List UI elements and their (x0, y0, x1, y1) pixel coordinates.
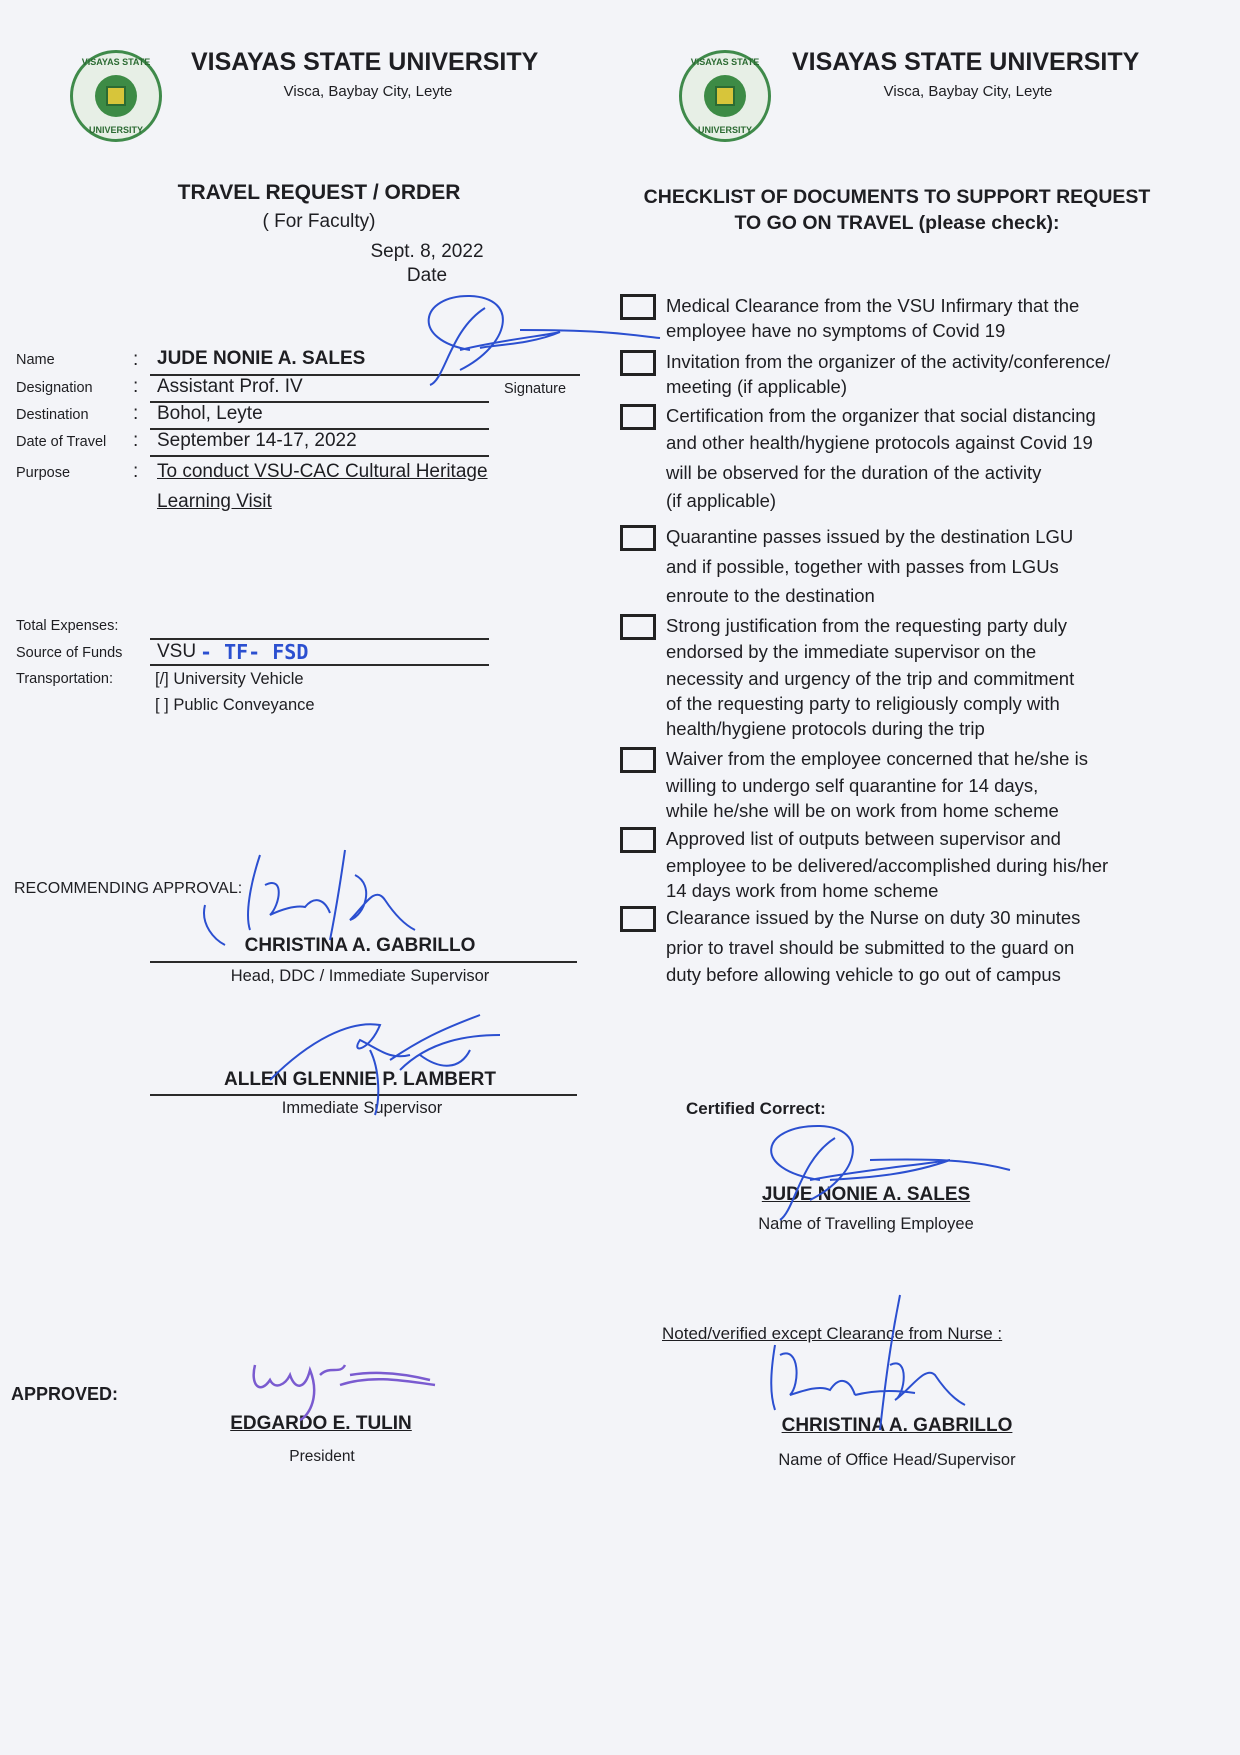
colon: : (133, 349, 139, 370)
employee-signature-top (410, 290, 670, 400)
date-label: Date (406, 265, 448, 286)
checklist-checkbox[interactable] (620, 404, 656, 430)
university-address-right: Visca, Baybay City, Leyte (883, 83, 1053, 100)
employee-name: JUDE NONIE A. SALES (761, 1184, 971, 1205)
checklist-item-text: meeting (if applicable) (666, 376, 847, 397)
employee-signature-certified (750, 1120, 1020, 1230)
checklist-item-text: duty before allowing vehicle to go out of campus (666, 964, 1061, 985)
university-name-right: VISAYAS STATE UNIVERSITY (792, 48, 1140, 76)
source-of-funds-underline (150, 664, 489, 666)
employee-caption: Name of Travelling Employee (758, 1215, 974, 1233)
colon: : (133, 430, 139, 451)
noted-verified-label: Noted/verified except Clearance from Nurse : (662, 1324, 1003, 1343)
office-head-name: CHRISTINA A. GABRILLO (781, 1415, 1013, 1436)
seal-emblem (106, 86, 126, 106)
checklist-item-text: employee to be delivered/accomplished during his/her (666, 855, 1109, 876)
transportation-label: Transportation: (16, 671, 113, 687)
purpose-label: Purpose (16, 465, 71, 481)
source-of-funds-value: VSU (157, 641, 197, 662)
office-head-caption: Name of Office Head/Supervisor (778, 1451, 1016, 1469)
destination-value: Bohol, Leyte (157, 403, 263, 424)
checklist-item-text: and other health/hygiene protocols against Covid 19 (666, 432, 1093, 453)
checklist-item-text: necessity and urgency of the trip and commitment (666, 668, 1075, 689)
checklist-item-text: Clearance issued by the Nurse on duty 30 minutes (666, 907, 1081, 928)
checklist-checkbox[interactable] (620, 906, 656, 932)
certified-correct-label: Certified Correct: (686, 1099, 826, 1118)
approver-signature (250, 1345, 440, 1425)
form-subtitle: ( For Faculty) (262, 211, 376, 232)
recommender1-title: Head, DDC / Immediate Supervisor (230, 967, 490, 985)
recommender2-signature (270, 1010, 500, 1120)
university-name-left: VISAYAS STATE UNIVERSITY (191, 48, 539, 76)
checklist-item-text: Strong justification from the requesting party duly (666, 615, 1068, 636)
checklist-heading-line1: CHECKLIST OF DOCUMENTS TO SUPPORT REQUEST (643, 186, 1151, 208)
checklist-item-text: Quarantine passes issued by the destination LGU (666, 526, 1074, 547)
checklist-item-text: Invitation from the organizer of the activity/conference/ (666, 351, 1111, 372)
total-expenses-label: Total Expenses: (16, 618, 119, 634)
checklist-item-text: employee have no symptoms of Covid 19 (666, 320, 1006, 341)
checklist-item-text: prior to travel should be submitted to the guard on (666, 937, 1075, 958)
checklist-checkbox[interactable] (620, 747, 656, 773)
university-seal-left (70, 50, 162, 142)
form-title: TRAVEL REQUEST / ORDER (177, 181, 461, 204)
checklist-heading-line2: TO GO ON TRAVEL (please check): (734, 212, 1060, 234)
checklist-item-text: while he/she will be on work from home scheme (666, 800, 1059, 821)
checklist-item-text: enroute to the destination (666, 585, 875, 606)
transport-university-vehicle[interactable]: [/] University Vehicle (155, 670, 304, 688)
name-label: Name (16, 352, 55, 368)
checklist-item-text: health/hygiene protocols during the trip (666, 718, 985, 739)
approver-title: President (289, 1448, 355, 1465)
signature-label: Signature (504, 381, 567, 397)
seal-emblem (715, 86, 735, 106)
seal-text: UNIVERSITY (88, 125, 143, 135)
checklist-item-text: Waiver from the employee concerned that he/she is (666, 748, 1088, 769)
checklist-item-text: 14 days work from home scheme (666, 880, 939, 901)
checklist-item-text: Medical Clearance from the VSU Infirmary that the (666, 295, 1080, 316)
checklist-item-text: will be observed for the duration of the activity (666, 462, 1042, 483)
date-of-travel-label: Date of Travel (16, 434, 107, 450)
recommender2-title: Immediate Supervisor (281, 1099, 443, 1117)
designation-value: Assistant Prof. IV (157, 376, 303, 397)
checklist-item-text: Certification from the organizer that social distancing (666, 405, 1096, 426)
office-head-signature (765, 1295, 1035, 1435)
colon: : (133, 461, 139, 482)
date-of-travel-value: September 14-17, 2022 (157, 430, 357, 451)
checklist-item-text: willing to undergo self quarantine for 14 days, (666, 775, 1039, 796)
checklist-item-text: endorsed by the immediate supervisor on the (666, 641, 1037, 662)
recommender1-signature (205, 845, 465, 965)
purpose-value-line2: Learning Visit (157, 491, 272, 512)
checklist-item-text: and if possible, together with passes from LGUs (666, 556, 1059, 577)
recommender2-name: ALLEN GLENNIE P. LAMBERT (224, 1069, 496, 1090)
checklist-checkbox[interactable] (620, 827, 656, 853)
source-of-funds-label: Source of Funds (16, 645, 123, 661)
recommending-approval-label: RECOMMENDING APPROVAL: (14, 880, 243, 897)
colon: : (133, 376, 139, 397)
approved-label: APPROVED: (11, 1384, 119, 1404)
destination-label: Destination (16, 407, 89, 423)
colon: : (133, 403, 139, 424)
source-of-funds-handwritten: - TF- FSD (200, 640, 309, 664)
name-value: JUDE NONIE A. SALES (157, 348, 366, 369)
seal-text: VISAYAS STATE (690, 57, 760, 67)
purpose-value-line1: To conduct VSU-CAC Cultural Heritage (157, 461, 488, 482)
approver-name: EDGARDO E. TULIN (230, 1413, 412, 1434)
checklist-item-text: (if applicable) (666, 490, 777, 511)
university-address-left: Visca, Baybay City, Leyte (283, 83, 453, 100)
date-value: Sept. 8, 2022 (370, 241, 484, 262)
seal-text: VISAYAS STATE (81, 57, 151, 67)
checklist-item-text: of the requesting party to religiously comply with (666, 693, 1060, 714)
checklist-item-text: Approved list of outputs between supervisor and (666, 828, 1061, 849)
seal-text: UNIVERSITY (697, 125, 752, 135)
checklist-checkbox[interactable] (620, 525, 656, 551)
checklist-checkbox[interactable] (620, 614, 656, 640)
date-of-travel-underline (150, 455, 489, 457)
recommender1-name: CHRISTINA A. GABRILLO (244, 935, 476, 956)
university-seal-right (679, 50, 771, 142)
transport-public-conveyance[interactable]: [ ] Public Conveyance (155, 696, 315, 714)
designation-label: Designation (16, 380, 93, 396)
